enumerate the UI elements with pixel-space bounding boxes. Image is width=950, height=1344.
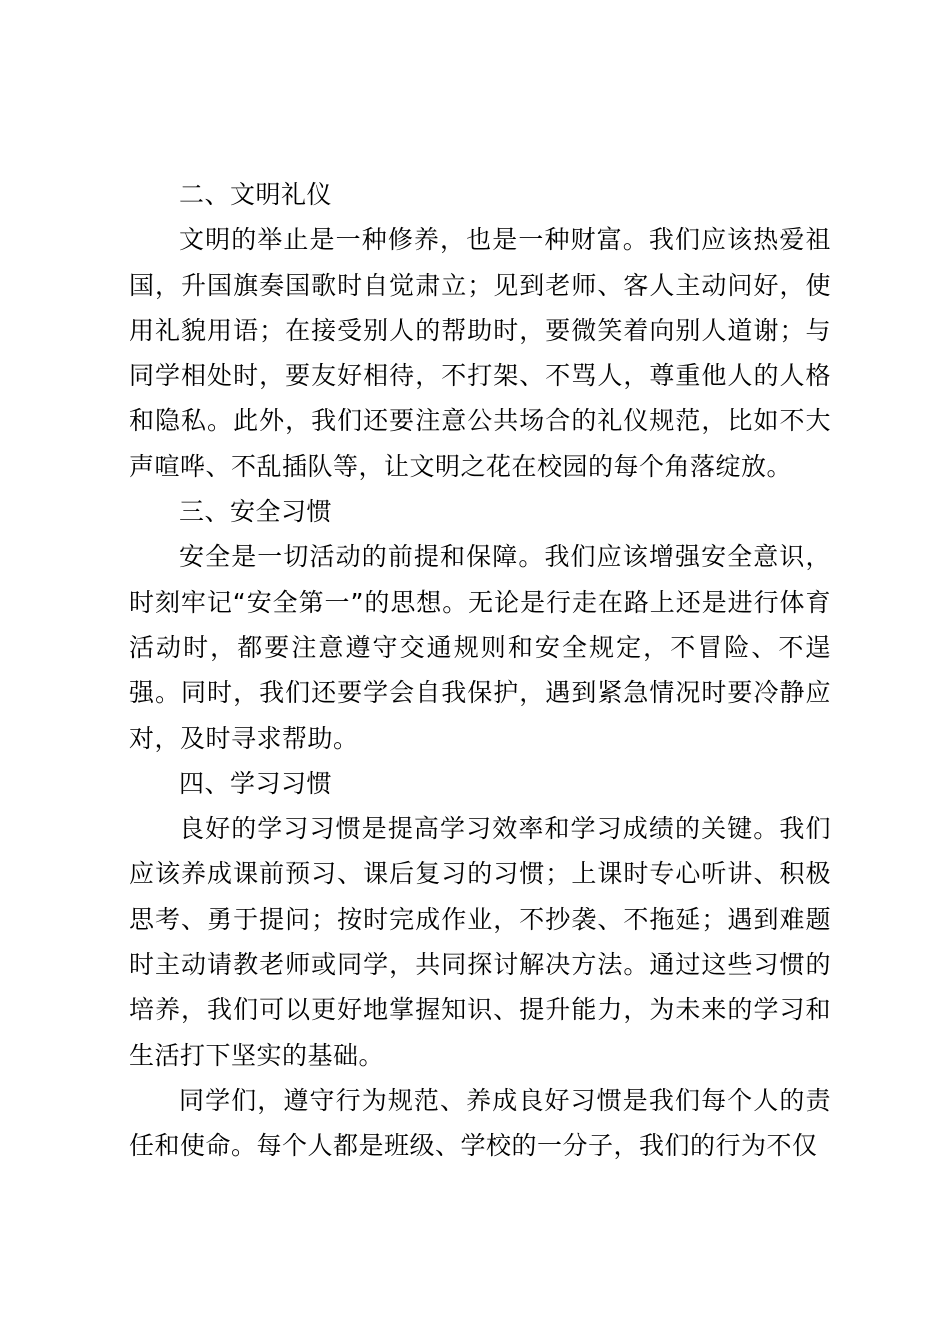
section-paragraph-study: 良好的学习习惯是提高学习效率和学习成绩的关键。我们应该养成课前预习、课后复习的习惯；上课时专心听讲、积极思考、勇于提问；按时完成作业，不抄袭、不拖延；遇到难题时主动请教老师或同学，共同探讨解决方法。通过这些习惯的培养，我们可以更好地掌握知识、提升能力，为未来的学习和生活打下坚实的基础。 xyxy=(129,814,831,1070)
section-heading-etiquette: 二、文明礼仪 xyxy=(179,180,333,209)
section-heading-study: 四、学习习惯 xyxy=(179,768,333,798)
closing-paragraph: 同学们，遵守行为规范、养成良好习惯是我们每个人的责任和使命。每个人都是班级、学校的一分子，我们的行为不仅 xyxy=(129,1085,831,1161)
document-page xyxy=(129,172,831,1169)
section-paragraph-etiquette: 文明的举止是一种修养，也是一种财富。我们应该热爱祖国，升国旗奏国歌时自觉肃立；见到老师、客人主动问好，使用礼貌用语；在接受别人的帮助时，要微笑着向别人道谢；与同学相处时，要友好相待，不打架、不骂人，尊重他人的人格和隐私。此外，我们还要注意公共场合的礼仪规范，比如不大声喧哗、不乱插队等，让文明之花在校园的每个角落绽放。 xyxy=(129,225,831,481)
section-heading-safety: 三、安全习惯 xyxy=(179,497,333,527)
section-paragraph-safety: 安全是一切活动的前提和保障。我们应该增强安全意识，时刻牢记“安全第一”的思想。无论是行走在路上还是进行体育活动时，都要注意遵守交通规则和安全规定，不冒险、不逞强。同时，我们还要学会自我保护，遇到紧急情况时要冷静应对，及时寻求帮助。 xyxy=(129,542,831,753)
